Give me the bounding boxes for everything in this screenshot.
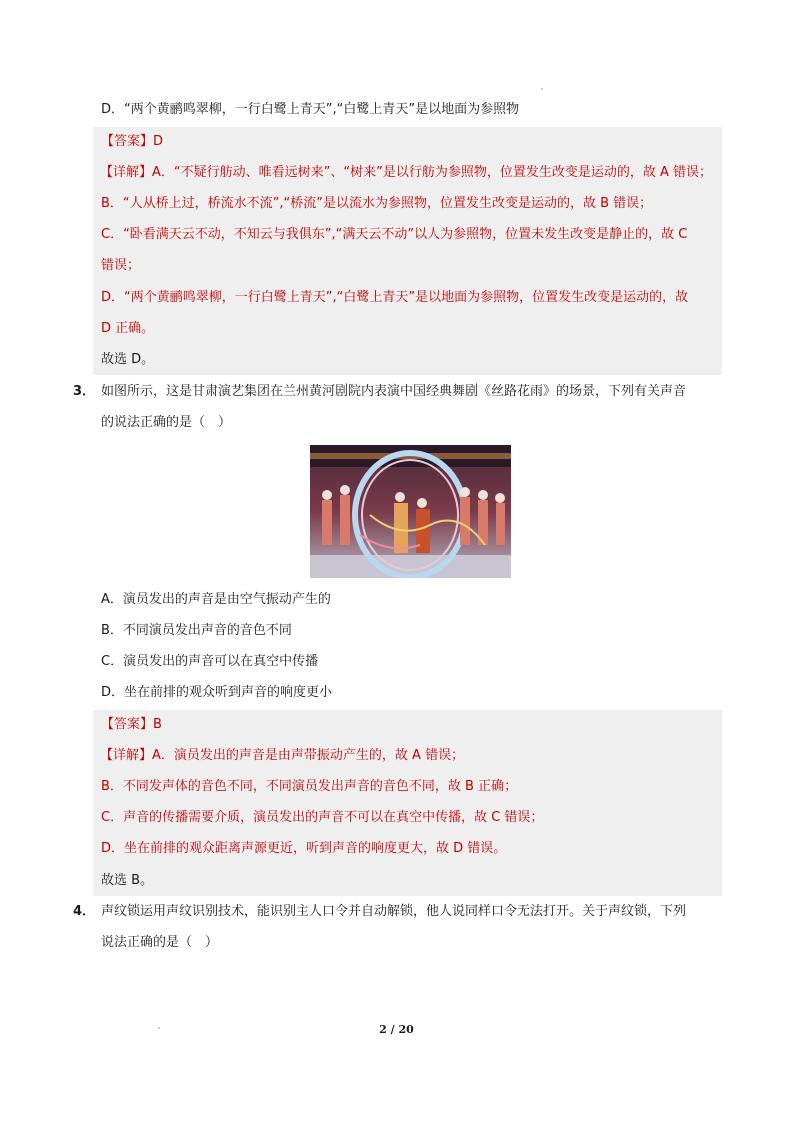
q3-stem-1: 如图所示，这是甘肃演艺集团在兰州黄河剧院内表演中国经典舞剧《丝路花雨》的场景，下列有关声音 bbox=[101, 384, 687, 399]
q2-option-d: D．“两个黄鹂鸣翠柳，一行白鹭上青天”,“白鹭上青天”是以地面为参照物 bbox=[101, 102, 520, 117]
q2-detail-2: B．“人从桥上过，桥流水不流”,“桥流”是以流水为参照物，位置发生改变是运动的，故 B 错误； bbox=[101, 196, 653, 211]
q3-option-d: D．坐在前排的观众听到声音的响度更小 bbox=[101, 685, 333, 700]
q3-stem-2: 的说法正确的是（ ） bbox=[101, 415, 232, 430]
q3-detail-1: 【详解】A．演员发出的声音是由声带振动产生的，故 A 错误； bbox=[100, 748, 465, 763]
q2-answer bbox=[101, 133, 163, 151]
scan-dot bbox=[158, 1027, 160, 1029]
answer-label: 【答案】 bbox=[101, 134, 154, 149]
q3-option-a: A．演员发出的声音是由空气振动产生的 bbox=[101, 592, 331, 607]
q3-detail-4: D．坐在前排的观众距离声源更近，听到声音的响度更大，故 D 错误。 bbox=[101, 841, 507, 856]
q2-detail-3a: C．“卧看满天云不动，不知云与我俱东”,“满天云不动”以人为参照物，位置未发生改变是静止的，故 C bbox=[101, 227, 688, 242]
q3-number: 3． bbox=[73, 384, 96, 399]
q4-stem-1: 声纹锁运用声纹识别技术，能识别主人口令并自动解锁，他人说同样口令无法打开。关于声纹锁，下列 bbox=[101, 904, 687, 919]
stage-scene-illustration bbox=[310, 445, 511, 578]
scan-dot bbox=[541, 88, 543, 90]
q2-detail-4b: D 正确。 bbox=[101, 321, 155, 336]
q4-stem-2: 说法正确的是（ ） bbox=[101, 935, 219, 950]
q2-conclusion: 故选 D。 bbox=[101, 352, 155, 367]
dance-performance-photo bbox=[310, 445, 511, 578]
q2-detail-1: 【详解】A．“不疑行舫动、唯看远树来”、“树来”是以行舫为参照物，位置发生改变是运动的，故 A 错误； bbox=[100, 165, 713, 180]
q4-number: 4． bbox=[73, 904, 96, 919]
q3-option-b: B．不同演员发出声音的音色不同 bbox=[101, 623, 292, 638]
q3-answer-panel bbox=[93, 710, 722, 896]
page-number: 2 / 20 bbox=[379, 1023, 414, 1036]
q3-detail-2: B．不同发声体的音色不同，不同演员发出声音的音色不同，故 B 正确； bbox=[101, 779, 518, 794]
q3-answer bbox=[101, 716, 162, 734]
answer-value: B bbox=[153, 717, 162, 732]
q3-option-c: C．演员发出的声音可以在真空中传播 bbox=[101, 654, 319, 669]
q3-detail-3: C．声音的传播需要介质，演员发出的声音不可以在真空中传播，故 C 错误； bbox=[101, 810, 544, 825]
q3-conclusion: 故选 B。 bbox=[101, 873, 154, 888]
detail-label: 【详解】 bbox=[100, 165, 153, 180]
detail-label: 【详解】 bbox=[100, 748, 153, 763]
answer-value: D bbox=[153, 134, 164, 149]
q2-detail-3b: 错误； bbox=[101, 258, 141, 273]
answer-label: 【答案】 bbox=[101, 717, 154, 732]
q2-detail-4a: D．“两个黄鹂鸣翠柳，一行白鹭上青天”,“白鹭上青天”是以地面为参照物，位置发生改变是运动的，故 bbox=[101, 290, 689, 305]
